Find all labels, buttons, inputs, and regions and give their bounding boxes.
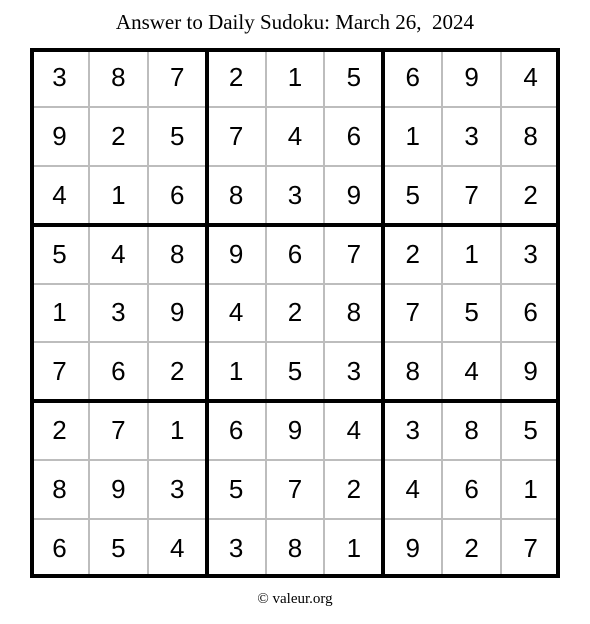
sudoku-cell-r1c3: 7 bbox=[169, 61, 185, 92]
sudoku-cell-r4c6: 7 bbox=[346, 238, 362, 269]
sudoku-cell-r3c1: 4 bbox=[52, 179, 67, 210]
sudoku-cell-r7c3: 1 bbox=[169, 415, 185, 446]
sudoku-cell-r5c7: 7 bbox=[405, 297, 420, 328]
puzzle-title: Answer to Daily Sudoku: March 26, 2024 bbox=[115, 10, 475, 34]
sudoku-cell-r3c6: 9 bbox=[346, 179, 362, 210]
sudoku-cell-r9c1: 6 bbox=[52, 533, 67, 564]
grid-line-vertical-4 bbox=[265, 48, 267, 578]
sudoku-cell-r5c1: 1 bbox=[52, 297, 67, 328]
sudoku-cell-r3c2: 1 bbox=[111, 179, 126, 210]
sudoku-cell-r1c8: 9 bbox=[464, 61, 479, 92]
sudoku-cell-r4c2: 4 bbox=[111, 238, 126, 269]
grid-line-vertical-7 bbox=[441, 48, 443, 578]
sudoku-cell-r8c1: 8 bbox=[52, 474, 67, 505]
sudoku-cell-r8c2: 9 bbox=[111, 474, 126, 505]
sudoku-cell-r9c8: 2 bbox=[464, 533, 479, 564]
sudoku-cell-r5c4: 4 bbox=[228, 297, 244, 328]
sudoku-cell-r6c2: 6 bbox=[111, 356, 126, 387]
sudoku-cell-r4c9: 3 bbox=[523, 238, 538, 269]
sudoku-cell-r8c7: 4 bbox=[405, 474, 420, 505]
box-border-horizontal-6 bbox=[30, 399, 560, 403]
sudoku-cell-r6c1: 7 bbox=[52, 356, 67, 387]
grid-line-vertical-5 bbox=[323, 48, 325, 578]
sudoku-cell-r4c3: 8 bbox=[169, 238, 185, 269]
sudoku-cell-r8c9: 1 bbox=[523, 474, 538, 505]
sudoku-cell-r8c8: 6 bbox=[464, 474, 479, 505]
sudoku-cell-r3c4: 8 bbox=[228, 179, 244, 210]
sudoku-cell-r1c1: 3 bbox=[52, 61, 67, 92]
sudoku-cell-r5c2: 3 bbox=[111, 297, 126, 328]
grid-line-horizontal-4 bbox=[30, 283, 560, 285]
sudoku-cell-r6c6: 3 bbox=[346, 356, 362, 387]
grid-line-horizontal-1 bbox=[30, 106, 560, 108]
sudoku-cell-r2c3: 5 bbox=[169, 120, 185, 151]
sudoku-cell-r1c6: 5 bbox=[346, 61, 362, 92]
sudoku-cell-r6c3: 2 bbox=[169, 356, 185, 387]
grid-line-vertical-2 bbox=[147, 48, 149, 578]
box-border-horizontal-0 bbox=[30, 48, 560, 52]
grid-line-horizontal-7 bbox=[30, 459, 560, 461]
sudoku-cell-r1c4: 2 bbox=[228, 61, 244, 92]
sudoku-cell-r9c6: 1 bbox=[346, 533, 362, 564]
sudoku-cell-r3c3: 6 bbox=[169, 179, 185, 210]
sudoku-cell-r4c1: 5 bbox=[52, 238, 67, 269]
sudoku-cell-r5c9: 6 bbox=[523, 297, 538, 328]
sudoku-cell-r7c1: 2 bbox=[52, 415, 67, 446]
sudoku-cell-r4c7: 2 bbox=[405, 238, 420, 269]
sudoku-cell-r9c9: 7 bbox=[523, 533, 538, 564]
sudoku-cell-r5c5: 2 bbox=[287, 297, 303, 328]
sudoku-cell-r2c4: 7 bbox=[228, 120, 244, 151]
sudoku-cell-r4c5: 6 bbox=[287, 238, 303, 269]
sudoku-cell-r5c6: 8 bbox=[346, 297, 362, 328]
sudoku-cell-r8c6: 2 bbox=[346, 474, 362, 505]
sudoku-cell-r8c3: 3 bbox=[169, 474, 185, 505]
sudoku-cell-r6c5: 5 bbox=[287, 356, 303, 387]
sudoku-cell-r3c8: 7 bbox=[464, 179, 479, 210]
sudoku-cell-r1c7: 6 bbox=[405, 61, 420, 92]
sudoku-cell-r7c7: 3 bbox=[405, 415, 420, 446]
grid-line-vertical-1 bbox=[88, 48, 90, 578]
box-border-vertical-6 bbox=[381, 48, 385, 578]
box-border-horizontal-3 bbox=[30, 223, 560, 227]
grid-line-vertical-8 bbox=[500, 48, 502, 578]
sudoku-cell-r6c7: 8 bbox=[405, 356, 420, 387]
sudoku-cell-r2c9: 8 bbox=[523, 120, 538, 151]
sudoku-cell-r7c4: 6 bbox=[228, 415, 244, 446]
sudoku-cell-r8c4: 5 bbox=[228, 474, 244, 505]
sudoku-cell-r9c7: 9 bbox=[405, 533, 420, 564]
sudoku-cell-r7c5: 9 bbox=[287, 415, 303, 446]
sudoku-cell-r6c9: 9 bbox=[523, 356, 538, 387]
sudoku-cell-r5c8: 5 bbox=[464, 297, 479, 328]
grid-line-horizontal-2 bbox=[30, 165, 560, 167]
sudoku-grid bbox=[30, 48, 560, 578]
box-border-vertical-3 bbox=[205, 48, 209, 578]
sudoku-cell-r3c9: 2 bbox=[523, 179, 538, 210]
sudoku-cell-r5c3: 9 bbox=[169, 297, 185, 328]
sudoku-cell-r7c2: 7 bbox=[111, 415, 126, 446]
sudoku-cell-r2c5: 4 bbox=[287, 120, 303, 151]
sudoku-cell-r3c5: 3 bbox=[287, 179, 303, 210]
sudoku-cell-r2c2: 2 bbox=[111, 120, 126, 151]
sudoku-cell-r2c1: 9 bbox=[52, 120, 67, 151]
sudoku-cell-r2c6: 6 bbox=[346, 120, 362, 151]
box-border-horizontal-9 bbox=[30, 574, 560, 578]
sudoku-cell-r8c5: 7 bbox=[287, 474, 303, 505]
sudoku-cell-r9c4: 3 bbox=[228, 533, 244, 564]
copyright-footer: © valeur.org bbox=[257, 591, 333, 607]
sudoku-cell-r2c7: 1 bbox=[405, 120, 420, 151]
box-border-vertical-0 bbox=[30, 48, 34, 578]
box-border-vertical-9 bbox=[556, 48, 560, 578]
sudoku-cell-r1c2: 8 bbox=[111, 61, 126, 92]
sudoku-cell-r9c3: 4 bbox=[169, 533, 185, 564]
grid-line-horizontal-5 bbox=[30, 341, 560, 343]
sudoku-cell-r7c9: 5 bbox=[523, 415, 538, 446]
sudoku-cell-r4c4: 9 bbox=[228, 238, 244, 269]
sudoku-cell-r1c9: 4 bbox=[523, 61, 538, 92]
sudoku-cell-r6c8: 4 bbox=[464, 356, 479, 387]
sudoku-cell-r6c4: 1 bbox=[228, 356, 244, 387]
sudoku-cell-r7c8: 8 bbox=[464, 415, 479, 446]
sudoku-cell-r9c5: 8 bbox=[287, 533, 303, 564]
sudoku-cell-r2c8: 3 bbox=[464, 120, 479, 151]
sudoku-cell-r3c7: 5 bbox=[405, 179, 420, 210]
sudoku-cell-r7c6: 4 bbox=[346, 415, 362, 446]
sudoku-cell-r4c8: 1 bbox=[464, 238, 479, 269]
sudoku-cell-r1c5: 1 bbox=[287, 61, 303, 92]
sudoku-cell-r9c2: 5 bbox=[111, 533, 126, 564]
grid-line-horizontal-8 bbox=[30, 518, 560, 520]
